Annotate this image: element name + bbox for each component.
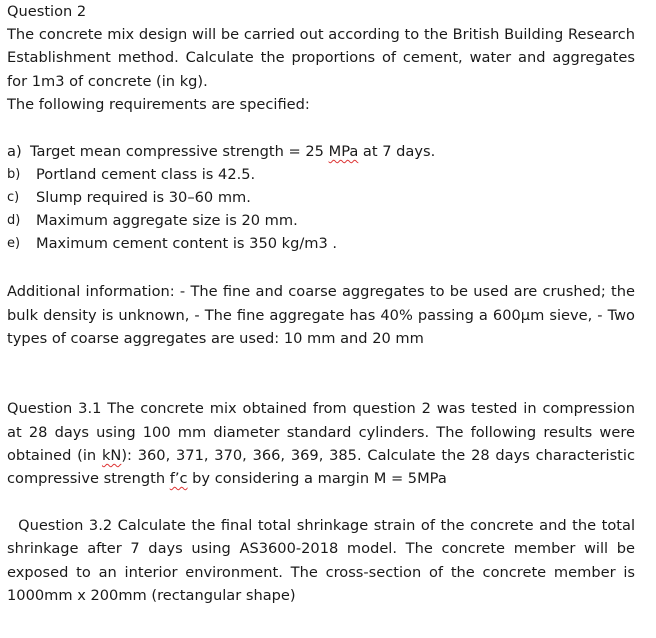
- q32-line-4: 1000mm x 200mm (rectangular shape): [7, 587, 296, 604]
- q31-line-2: at 28 days using 100 mm diameter standard cylinders. The following results were: [7, 424, 635, 441]
- requirement-text: Maximum cement content is 350 kg/m3 .: [36, 235, 338, 252]
- requirement-text: Maximum aggregate size is 20 mm.: [36, 212, 298, 229]
- requirement-label: b): [7, 167, 21, 182]
- spellcheck-word: MPa: [328, 143, 359, 160]
- q31-line-3-post: ): 360, 371, 370, 366, 369, 385. Calculate the 28 days characteristic: [121, 447, 635, 464]
- requirement-c: [7, 186, 251, 210]
- additional-info-line-2: bulk density is unknown, - The fine aggregate has 40% passing a 600μm sieve, - Two: [7, 307, 635, 324]
- spellcheck-word: f’c: [169, 470, 188, 487]
- requirement-text-post: at 7 days.: [358, 143, 436, 160]
- q32-line-2: shrinkage after 7 days using AS3600-2018 model. The concrete member will be: [7, 540, 635, 557]
- question-2-title: Question 2: [7, 3, 87, 20]
- q31-line-4-post: by considering a margin M = 5MPa: [187, 470, 447, 487]
- q31-line-1: Question 3.1 The concrete mix obtained from question 2 was tested in compression: [7, 400, 635, 417]
- q2-intro-line-3: for 1m3 of concrete (in kg).: [7, 73, 208, 90]
- q2-intro-line-1: The concrete mix design will be carried out according to the British Building Research: [7, 26, 635, 43]
- additional-info-line-1: Additional information: - The fine and coarse aggregates to be used are crushed; the: [7, 283, 635, 300]
- q31-line-3-pre: obtained (in: [7, 447, 102, 464]
- q32-line-3: exposed to an interior environment. The cross-section of the concrete member is: [7, 564, 635, 581]
- requirement-label: e): [7, 236, 21, 251]
- requirement-label: c): [7, 190, 20, 205]
- requirement-d: [7, 209, 298, 233]
- requirement-b: [7, 163, 255, 187]
- spellcheck-word: kN: [101, 447, 122, 464]
- q31-line-3: [7, 444, 635, 468]
- requirement-a: [7, 140, 435, 164]
- q31-line-4: [7, 467, 447, 491]
- q32-line-1: Question 3.2 Calculate the final total shrinkage strain of the concrete and the total: [7, 517, 635, 534]
- q31-line-4-pre: compressive strength: [7, 470, 170, 487]
- requirement-label: a): [7, 143, 22, 160]
- requirement-e: [7, 232, 337, 256]
- requirement-text: Slump required is 30–60 mm.: [36, 189, 251, 206]
- requirement-text-pre: Target mean compressive strength = 25: [30, 143, 329, 160]
- requirement-text: Portland cement class is 42.5.: [36, 166, 256, 183]
- q2-requirements-lead: The following requirements are specified:: [7, 96, 310, 113]
- additional-info-line-3: types of coarse aggregates are used: 10 mm and 20 mm: [7, 330, 424, 347]
- q2-intro-line-2: Establishment method. Calculate the proportions of cement, water and aggregates: [7, 49, 635, 66]
- requirement-label: d): [7, 213, 21, 228]
